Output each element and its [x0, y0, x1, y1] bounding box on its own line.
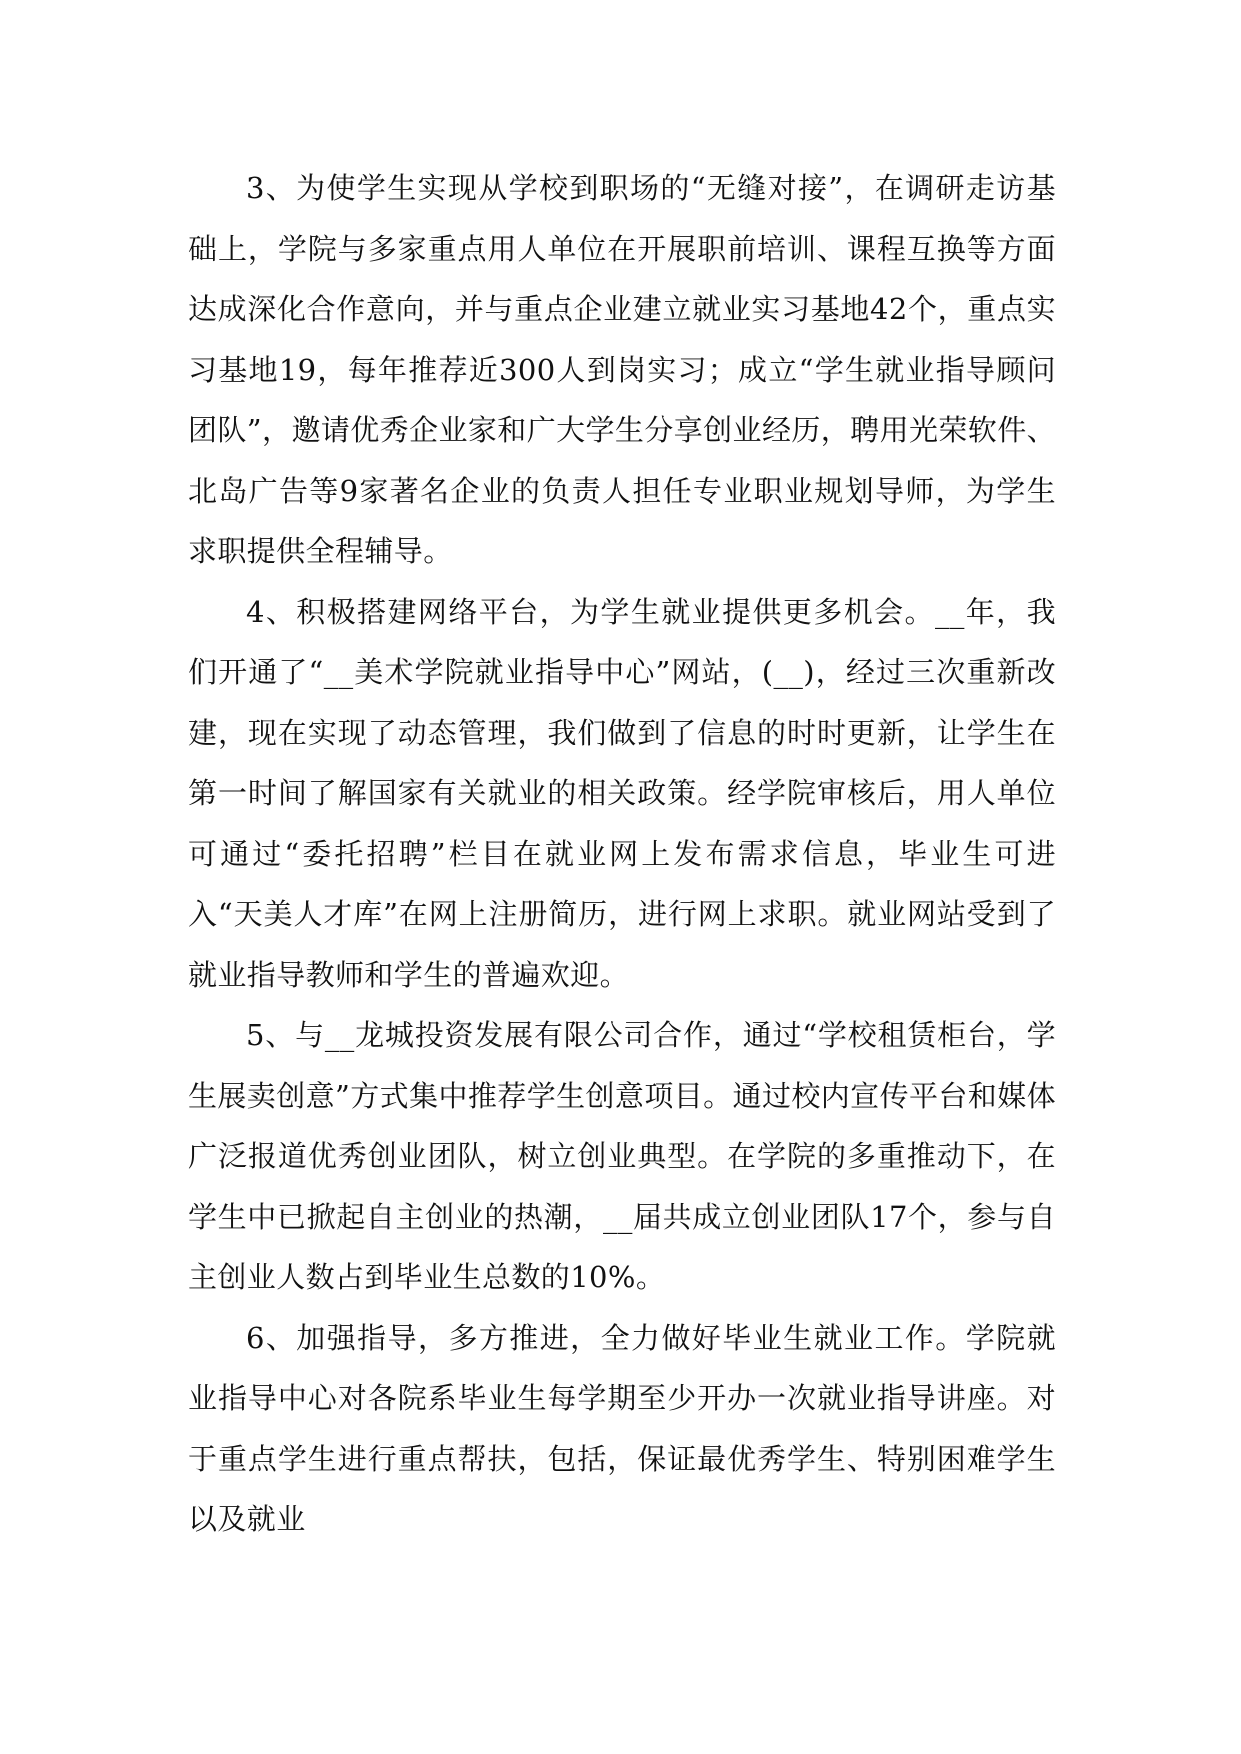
- paragraph-4: 4、积极搭建网络平台，为学生就业提供更多机会。__年，我们开通了“__美术学院就业指导中心”网站，(__)，经过三次重新改建，现在实现了动态管理，我们做到了信息的时时更新，让学生在第一时间了解国家有关就业的相关政策。经学院审核后，用人单位可通过“委托招聘”栏目在就业网上发布需求信息，毕业生可进入“天美人才库”在网上注册简历，进行网上求职。就业网站受到了就业指导教师和学生的普遍欢迎。: [188, 594, 1056, 992]
- paragraph-6: 6、加强指导，多方推进，全力做好毕业生就业工作。学院就业指导中心对各院系毕业生每学期至少开办一次就业指导讲座。对于重点学生进行重点帮扶，包括，保证最优秀学生、特别困难学生以及就业: [188, 1320, 1056, 1536]
- document-body: [188, 158, 1056, 1550]
- paragraph-3: 3、为使学生实现从学校到职场的“无缝对接”，在调研走访基础上，学院与多家重点用人单位在开展职前培训、课程互换等方面达成深化合作意向，并与重点企业建立就业实习基地42个，重点实习基地19，每年推荐近300人到岗实习；成立“学生就业指导顾问团队”，邀请优秀企业家和广大学生分享创业经历，聘用光荣软件、北岛广告等9家著名企业的负责人担任专业职业规划导师，为学生求职提供全程辅导。: [188, 171, 1056, 568]
- paragraph-5: 5、与__龙城投资发展有限公司合作，通过“学校租赁柜台，学生展卖创意”方式集中推荐学生创意项目。通过校内宣传平台和媒体广泛报道优秀创业团队，树立创业典型。在学院的多重推动下，在学生中已掀起自主创业的热潮，__届共成立创业团队17个，参与自主创业人数占到毕业生总数的10%。: [188, 1018, 1056, 1294]
